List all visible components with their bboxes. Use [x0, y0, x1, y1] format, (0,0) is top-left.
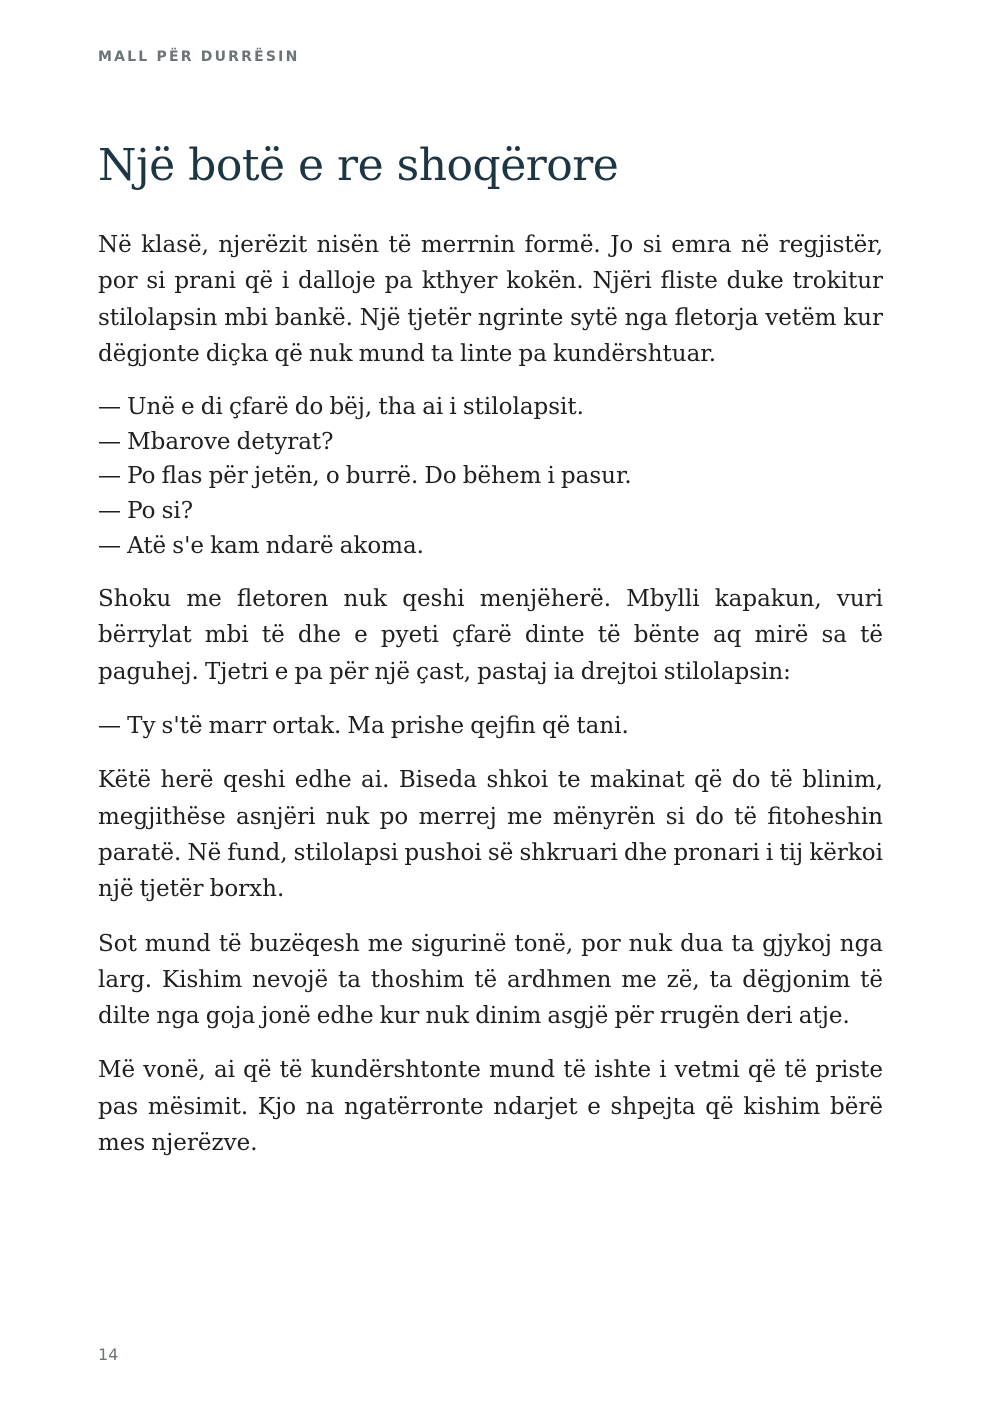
running-header: MALL PËR DURRËSIN — [98, 49, 300, 65]
page-number: 14 — [98, 1345, 119, 1364]
paragraph: Sot mund të buzëqesh me sigurinë tonë, por nuk dua ta gjykoj nga larg. Kishim nevojë ta thoshim të ardhmen me zë, ta dëgjonim të dilte nga goja jonë edhe kur nuk dinim asgjë për rrugën deri atje. — [98, 930, 883, 1030]
dialogue-line: — Po flas për jetën, o burrë. Do bëhem i pasur. — [98, 463, 632, 490]
paragraph: Më vonë, ai që të kundërshtonte mund të ishte i vetmi që të priste pas mësimit. Kjo na ngatërronte ndarjet e shpejta që kishim bërë mes njerëzve. — [98, 1057, 883, 1157]
dialogue-line: — Mbarove detyrat? — [98, 428, 334, 455]
chapter-title: Një botë e re shoqërore — [98, 140, 619, 191]
paragraph: Në klasë, njerëzit nisën të merrnin formë. Jo si emra në regjistër, por si prani që i dalloje pa kthyer kokën. Njëri fliste duke trokitur stilolapsin mbi bankë. Një tjetër ngrinte sytë nga fletorja vetëm kur dëgjonte diçka që nuk mund ta linte pa kundërshtuar. — [98, 232, 883, 367]
dialogue-line: — Atë s'e kam ndarë akoma. — [98, 532, 424, 559]
dialogue-line: — Po si? — [98, 497, 194, 524]
paragraph: Këtë herë qeshi edhe ai. Biseda shkoi te makinat që do të blinim, megjithëse asnjëri nuk po merrej me mënyrën si do të fitoheshin paratë. Në fund, stilolapsi pushoi së shkruari dhe pronari i tij kërkoi një tjetër borxh. — [98, 767, 883, 903]
dialogue-block — [98, 390, 883, 563]
dialogue-line: — Unë e di çfarë do bëj, tha ai i stilolapsit. — [98, 394, 584, 421]
paragraph: Shoku me fletoren nuk qeshi menjëherë. Mbylli kapakun, vuri bërrylat mbi të dhe e pyeti çfarë dinte të bënte aq mirë sa të paguhej. Tjetri e pa për një çast, pastaj ia drejtoi stilolapsin: — [98, 586, 883, 685]
chapter-body — [98, 227, 883, 1179]
dialogue-line: — Ty s'të marr ortak. Ma prishe qejfin që tani. — [98, 713, 629, 740]
